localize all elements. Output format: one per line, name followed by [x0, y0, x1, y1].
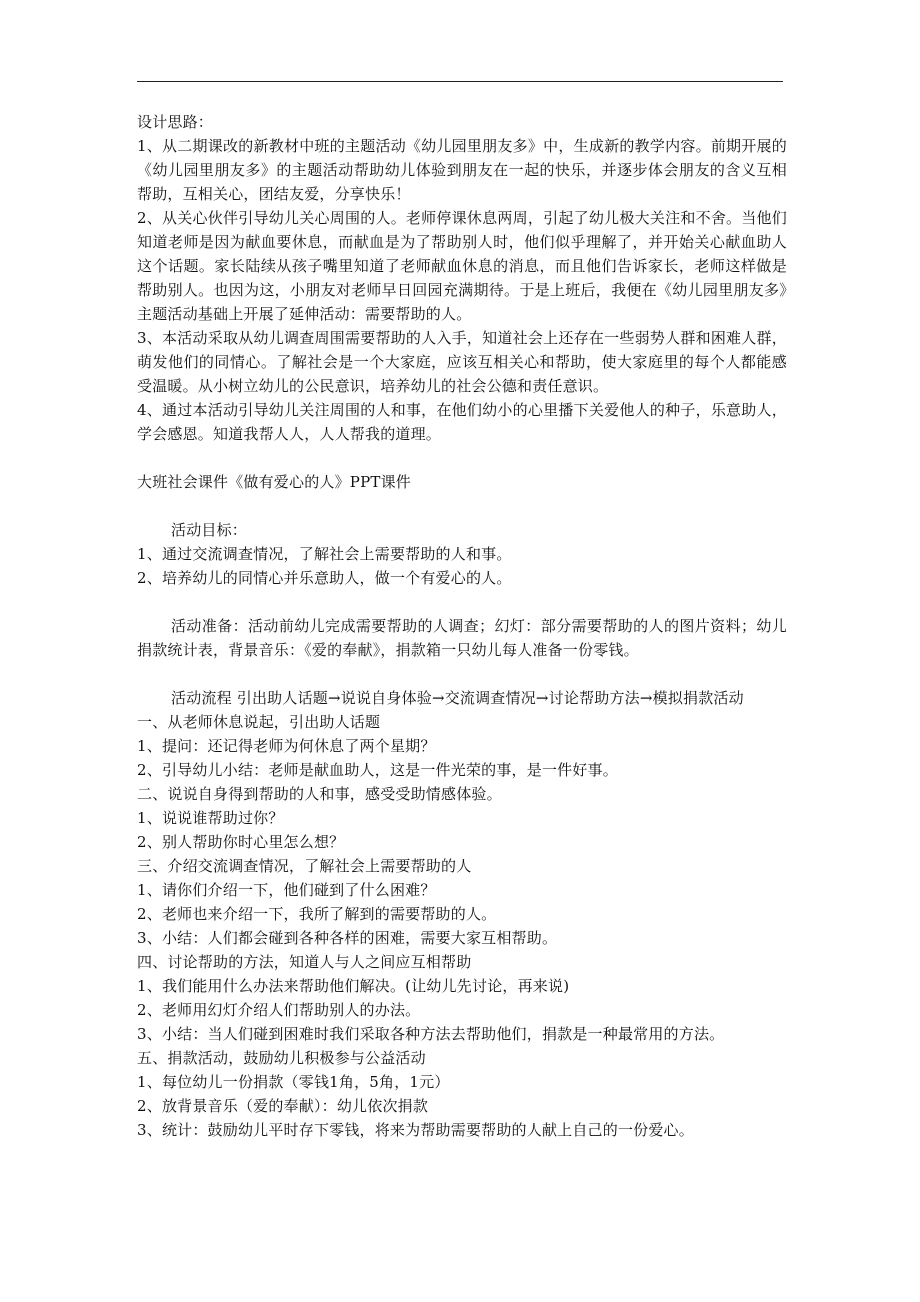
step-item: 1、请你们介绍一下，他们碰到了什么困难？: [137, 881, 436, 899]
step-item: 1、提问：还记得老师为何休息了两个星期？: [137, 737, 436, 755]
preparation-paragraph: 活动准备：活动前幼儿完成需要帮助的人调查；幻灯：部分需要帮助的人的图片资料；幼儿捐款统计表，背景音乐：《爱的奉献》，捐款箱一只幼儿每人准备一份零钱。: [137, 617, 787, 659]
design-paragraph-4: 4、通过本活动引导幼儿关注周围的人和事，在他们幼小的心里播下关爱他人的种子，乐意助人，学会感恩。知道我帮人人，人人帮我的道理。: [137, 401, 787, 443]
step-heading: 五、捐款活动，鼓励幼儿积极参与公益活动: [137, 1049, 426, 1067]
step-item: 1、说说谁帮助过你？: [137, 809, 284, 827]
goals-heading: 活动目标：: [171, 521, 248, 539]
header-rule: [137, 81, 783, 82]
goal-item: 2、培养幼儿的同情心并乐意助人，做一个有爱心的人。: [137, 569, 512, 587]
step-item: 2、别人帮助你时心里怎么想？: [137, 833, 345, 851]
goal-item: 1、通过交流调查情况，了解社会上需要帮助的人和事。: [137, 545, 512, 563]
design-paragraph-2: 2、从关心伙伴引导幼儿关心周围的人。老师停课休息两周，引起了幼儿极大关注和不舍。当他们知道老师是因为献血要休息，而献血是为了帮助别人时，他们似乎理解了，并开始关心献血助人这个话题。家长陆续从孩子嘴里知道了老师献血休息的消息，而且他们告诉家长，老师这样做是帮助别人。也因为这，小朋友对老师早日回园充满期待。于是上班后，我便在《幼儿园里朋友多》主题活动基础上开展了延伸活动：需要帮助的人。: [137, 209, 787, 323]
step-item: 1、每位幼儿一份捐款（零钱1角，5角，1元）: [137, 1073, 450, 1091]
step-item: 2、老师也来介绍一下，我所了解到的需要帮助的人。: [137, 905, 497, 923]
step-heading: 二、说说自身得到帮助的人和事，感受受助情感体验。: [137, 785, 502, 803]
step-heading: 一、从老师休息说起，引出助人话题: [137, 713, 381, 731]
step-item: 2、老师用幻灯介绍人们帮助别人的办法。: [137, 1001, 421, 1019]
flow-paragraph: 活动流程 引出助人话题→说说自身体验→交流调查情况→讨论帮助方法→模拟捐款活动: [171, 689, 744, 707]
step-item: 1、我们能用什么办法来帮助他们解决。(让幼儿先讨论，再来说): [137, 977, 570, 995]
courseware-title: 大班社会课件《做有爱心的人》PPT课件: [137, 473, 411, 491]
step-item: 3、统计：鼓励幼儿平时存下零钱，将来为帮助需要帮助的人献上自己的一份爱心。: [137, 1121, 694, 1139]
step-item: 2、放背景音乐（爱的奉献）：幼儿依次捐款: [137, 1097, 429, 1115]
design-heading: 设计思路：: [137, 113, 214, 131]
step-item: 3、小结：当人们碰到困难时我们采取各种方法去帮助他们，捐款是一种最常用的方法。: [137, 1025, 725, 1043]
step-heading: 三、介绍交流调查情况，了解社会上需要帮助的人: [137, 857, 472, 875]
step-heading: 四、讨论帮助的方法，知道人与人之间应互相帮助: [137, 953, 472, 971]
document-body: [137, 110, 787, 1142]
design-paragraph-3: 3、本活动采取从幼儿调查周围需要帮助的人入手，知道社会上还存在一些弱势人群和困难人群，萌发他们的同情心。了解社会是一个大家庭，应该互相关心和帮助，使大家庭里的每个人都能感受温暖。从小树立幼儿的公民意识，培养幼儿的社会公德和责任意识。: [137, 329, 787, 395]
step-item: 2、引导幼儿小结：老师是献血助人，这是一件光荣的事，是一件好事。: [137, 761, 618, 779]
design-paragraph-1: 1、从二期课改的新教材中班的主题活动《幼儿园里朋友多》中，生成新的教学内容。前期开展的《幼儿园里朋友多》的主题活动帮助幼儿体验到朋友在一起的快乐，并逐步体会朋友的含义互相帮助，互相关心，团结友爱，分享快乐！: [137, 137, 787, 203]
step-item: 3、小结：人们都会碰到各种各样的困难，需要大家互相帮助。: [137, 929, 558, 947]
